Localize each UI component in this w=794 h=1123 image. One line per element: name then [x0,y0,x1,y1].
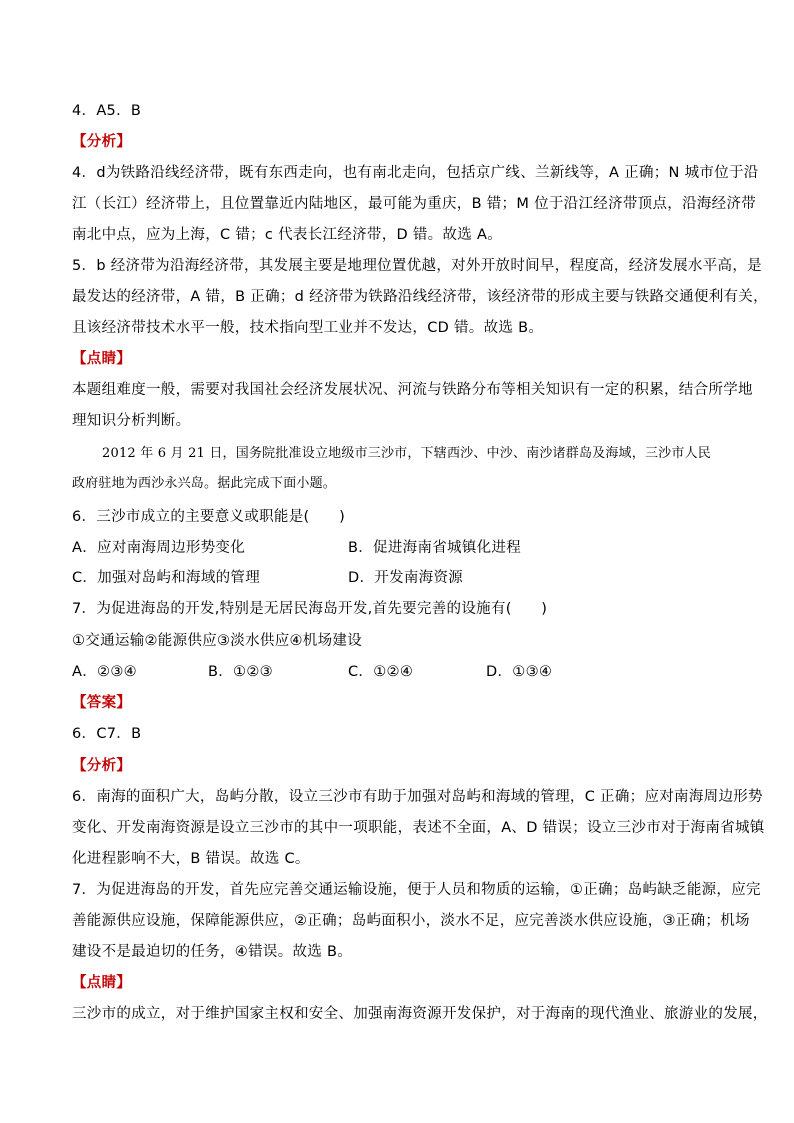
q6-option-a: A．应对南海周边形势变化 [72,540,246,556]
analysis-7-line3: 建设不是最迫切的任务，④错误。故选 B。 [72,944,353,960]
analysis-heading-2: 【分析】 [72,758,132,774]
comment-heading: 【点睛】 [72,351,132,367]
answer-heading: 【答案】 [72,695,132,711]
question-6: 6．三沙市成立的主要意义或职能是( ) [72,509,346,525]
analysis-7-line1: 7．为促进海岛的开发，首先应完善交通运输设施，便于人员和物质的运输，①正确；岛屿缺乏能源，应完 [72,882,761,898]
comment-line2: 理知识分析判断。 [72,413,191,429]
analysis-4-line1: 4．d为铁路沿线经济带，既有东西走向，也有南北走向，包括京广线、兰新线等，A 正确；N 城市位于沿 [72,165,759,181]
q7-option-c: C．①②④ [348,664,414,680]
q6-option-c: C．加强对岛屿和海域的管理 [72,570,261,586]
analysis-heading: 【分析】 [72,134,132,150]
analysis-6-line3: 化进程影响不大，B 错误。故选 C。 [72,851,310,867]
analysis-5-line2: 最发达的经济带，A 错，B 正确；d 经济带为铁路沿线经济带，该经济带的形成主要与铁路交通便利有关， [72,289,768,305]
analysis-5-line3: 且该经济带技术水平一般，技术指向型工业并不发达，CD 错。故选 B。 [72,320,544,336]
material-line2: 政府驻地为西沙永兴岛。据此完成下面小题。 [72,476,337,491]
analysis-6-line2: 变化、开发南海资源是设立三沙市的其中一项职能，表述不全面，A、D 错误；设立三沙市对于海南省城镇 [72,820,765,836]
q7-option-d: D．①③④ [486,664,553,680]
analysis-6-line1: 6．南海的面积广大，岛屿分散，设立三沙市有助于加强对岛屿和海域的管理，C 正确；应对南海周边形势 [72,789,763,805]
comment-line1: 本题组难度一般，需要对我国社会经济发展状况、河流与铁路分布等相关知识有一定的积累，结合所学地 [72,382,753,398]
comment-heading-2: 【点睛】 [72,975,132,991]
question-7-items: ①交通运输②能源供应③淡水供应④机场建设 [72,633,362,649]
comment-2-line1: 三沙市的成立，对于维护国家主权和安全、加强南海资源开发保护，对于海南的现代渔业、旅游业的发展， [72,1006,768,1022]
q6-option-d: D．开发南海资源 [348,570,464,586]
material-line1: 2012 年 6 月 21 日，国务院批准设立地级市三沙市，下辖西沙、中沙、南沙诸群岛及海域，三沙市人民 [102,446,711,461]
analysis-4-line2: 江（长江）经济带上，且位置靠近内陆地区，最可能为重庆，B 错；M 位于沿江经济带顶点，沿海经济带 [72,196,757,212]
analysis-4-line3: 南北中点，应为上海，C 错；c 代表长江经济带，D 错。故选 A。 [72,227,503,243]
analysis-5-line1: 5．b 经济带为沿海经济带，其发展主要是地理位置优越，对外开放时间早，程度高，经济发展水平高，是 [72,258,762,274]
analysis-7-line2: 善能源供应设施，保障能源供应，②正确；岛屿面积小，淡水不足，应完善淡水供应设施，③正确；机场 [72,913,750,929]
answer-6-7: 6．C7．B [72,726,142,742]
answer-4-5: 4．A5．B [72,103,142,119]
q7-option-a: A．②③④ [72,664,137,680]
question-7: 7．为促进海岛的开发,特别是无居民海岛开发,首先要完善的设施有( ) [72,601,548,617]
q6-option-b: B．促进海南省城镇化进程 [348,540,522,556]
q7-option-b: B．①②③ [208,664,273,680]
